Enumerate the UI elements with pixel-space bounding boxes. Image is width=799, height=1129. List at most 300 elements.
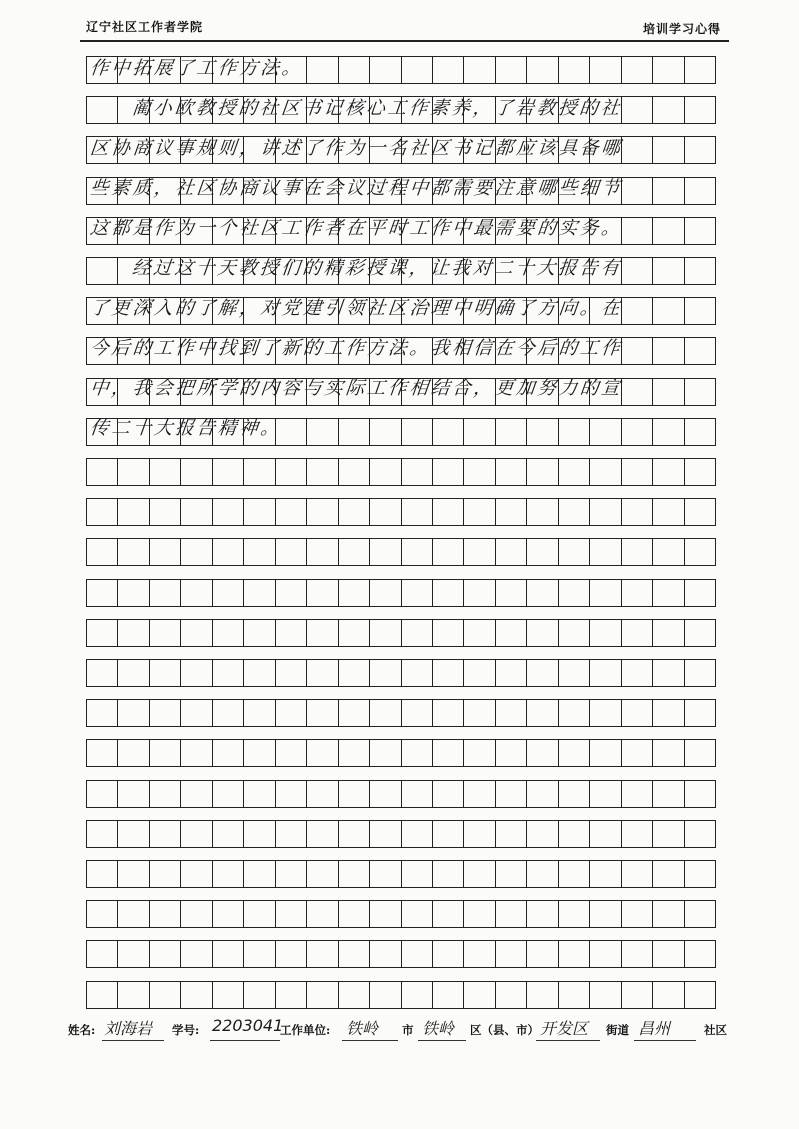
grid-cell [307, 499, 338, 525]
grid-cell [622, 97, 653, 123]
grid-cell [653, 821, 684, 847]
grid-cell [213, 901, 244, 927]
grid-cell [370, 419, 401, 445]
grid-cell [307, 901, 338, 927]
grid-cell [559, 499, 590, 525]
grid-cell [622, 338, 653, 364]
grid-cell [464, 499, 495, 525]
community-label: 社区 [704, 1023, 727, 1037]
grid-cell [181, 539, 212, 565]
grid-cell [496, 660, 527, 686]
grid-cell [685, 539, 716, 565]
grid-cell [244, 901, 275, 927]
grid-cell [590, 660, 621, 686]
grid-cell [213, 781, 244, 807]
header-rule [80, 40, 729, 42]
grid-row [86, 940, 716, 968]
grid-cell [433, 57, 464, 83]
grid-cell [685, 781, 716, 807]
grid-row [86, 900, 716, 928]
grid-cell [244, 821, 275, 847]
grid-cell [685, 419, 716, 445]
grid-cell [307, 459, 338, 485]
text-line: 今后的工作中找到了新的工作方法。我相信在今后的工作 [88, 338, 624, 359]
grid-cell [86, 620, 118, 646]
grid-cell [559, 620, 590, 646]
grid-cell [307, 419, 338, 445]
grid-cell [464, 982, 495, 1008]
grid-cell [244, 982, 275, 1008]
grid-cell [685, 861, 716, 887]
grid-cell [150, 499, 181, 525]
grid-cell [496, 740, 527, 766]
grid-cell [559, 821, 590, 847]
grid-cell [527, 700, 558, 726]
grid-cell [150, 620, 181, 646]
grid-cell [622, 660, 653, 686]
grid-cell [244, 580, 275, 606]
grid-cell [150, 660, 181, 686]
grid-cell [339, 982, 370, 1008]
grid-cell [559, 539, 590, 565]
text-line: 传二十大报告精神。 [88, 418, 283, 439]
grid-cell [622, 982, 653, 1008]
grid-cell [370, 740, 401, 766]
grid-cell [433, 419, 464, 445]
grid-cell [244, 539, 275, 565]
grid-cell [370, 539, 401, 565]
grid-cell [213, 499, 244, 525]
grid-cell [590, 861, 621, 887]
grid-cell [653, 660, 684, 686]
grid-cell [339, 499, 370, 525]
grid-cell [653, 700, 684, 726]
grid-cell [496, 901, 527, 927]
grid-cell [370, 982, 401, 1008]
grid-cell [307, 740, 338, 766]
grid-cell [150, 459, 181, 485]
grid-cell [590, 781, 621, 807]
grid-cell [653, 338, 684, 364]
grid-cell [527, 57, 558, 83]
grid-cell [433, 821, 464, 847]
grid-cell [370, 781, 401, 807]
grid-cell [464, 781, 495, 807]
grid-cell [150, 700, 181, 726]
grid-cell [685, 258, 716, 284]
street-value: 开发区 [540, 1019, 589, 1038]
grid-cell [590, 57, 621, 83]
grid-cell [685, 338, 716, 364]
grid-cell [685, 982, 716, 1008]
grid-cell [118, 901, 149, 927]
grid-cell [433, 499, 464, 525]
grid-row [86, 820, 716, 848]
grid-cell [527, 580, 558, 606]
grid-cell [402, 620, 433, 646]
grid-row [86, 619, 716, 647]
grid-cell [118, 941, 149, 967]
grid-cell [244, 941, 275, 967]
grid-cell [339, 419, 370, 445]
grid-cell [402, 982, 433, 1008]
grid-cell [118, 459, 149, 485]
grid-cell [590, 539, 621, 565]
grid-cell [86, 861, 118, 887]
grid-cell [685, 941, 716, 967]
grid-cell [685, 821, 716, 847]
grid-cell [496, 539, 527, 565]
grid-cell [559, 781, 590, 807]
header-form-title: 培训学习心得 [642, 22, 721, 36]
grid-cell [590, 982, 621, 1008]
grid-cell [276, 861, 307, 887]
grid-cell [339, 901, 370, 927]
grid-cell [433, 539, 464, 565]
text-line: 经过这十天教授们的精彩授课，让我对二十大报告有 [130, 258, 624, 279]
grid-cell [527, 941, 558, 967]
grid-cell [213, 821, 244, 847]
grid-cell [150, 901, 181, 927]
grid-cell [86, 700, 118, 726]
community-value: 昌州 [638, 1019, 671, 1038]
grid-cell [118, 620, 149, 646]
grid-cell [181, 499, 212, 525]
grid-cell [307, 941, 338, 967]
grid-cell [527, 901, 558, 927]
grid-cell [307, 781, 338, 807]
grid-cell [307, 620, 338, 646]
grid-cell [433, 660, 464, 686]
grid-cell [244, 459, 275, 485]
grid-cell [685, 459, 716, 485]
grid-cell [464, 57, 495, 83]
grid-cell [527, 660, 558, 686]
grid-cell [685, 298, 716, 324]
text-line: 作中拓展了工作方法。 [88, 58, 305, 79]
grid-cell [339, 57, 370, 83]
grid-cell [86, 459, 118, 485]
grid-cell [559, 459, 590, 485]
grid-row [86, 538, 716, 566]
grid-cell [527, 861, 558, 887]
grid-cell [464, 419, 495, 445]
grid-cell [653, 258, 684, 284]
grid-cell [276, 620, 307, 646]
grid-cell [433, 901, 464, 927]
grid-cell [86, 539, 118, 565]
grid-cell [559, 861, 590, 887]
grid-cell [433, 861, 464, 887]
grid-cell [622, 218, 653, 244]
grid-cell [622, 57, 653, 83]
grid-cell [464, 459, 495, 485]
grid-cell [276, 901, 307, 927]
grid-cell [622, 580, 653, 606]
grid-cell [653, 57, 684, 83]
grid-cell [590, 700, 621, 726]
grid-cell [527, 740, 558, 766]
grid-cell [653, 740, 684, 766]
grid-cell [590, 459, 621, 485]
grid-cell [622, 178, 653, 204]
grid-cell [559, 660, 590, 686]
grid-cell [653, 459, 684, 485]
grid-cell [433, 620, 464, 646]
grid-cell [181, 941, 212, 967]
grid-cell [433, 580, 464, 606]
grid-cell [590, 620, 621, 646]
grid-cell [653, 178, 684, 204]
grid-cell [118, 982, 149, 1008]
grid-cell [464, 740, 495, 766]
grid-cell [276, 982, 307, 1008]
grid-cell [433, 700, 464, 726]
grid-cell [244, 861, 275, 887]
grid-cell [433, 941, 464, 967]
grid-cell [244, 781, 275, 807]
grid-cell [402, 821, 433, 847]
grid-cell [402, 539, 433, 565]
grid-cell [653, 620, 684, 646]
unit-label: 工作单位: [280, 1023, 331, 1037]
grid-cell [685, 379, 716, 405]
grid-cell [86, 499, 118, 525]
grid-cell [244, 499, 275, 525]
grid-cell [622, 539, 653, 565]
grid-cell [118, 580, 149, 606]
grid-cell [527, 539, 558, 565]
grid-cell [402, 499, 433, 525]
grid-cell [685, 740, 716, 766]
grid-cell [622, 700, 653, 726]
grid-cell [653, 419, 684, 445]
grid-cell [464, 941, 495, 967]
text-line: 区协商议事规则，讲述了作为一名社区书记都应该具备哪 [88, 138, 624, 159]
grid-cell [653, 97, 684, 123]
grid-cell [559, 901, 590, 927]
grid-cell [181, 580, 212, 606]
grid-cell [433, 459, 464, 485]
grid-cell [622, 781, 653, 807]
grid-cell [276, 539, 307, 565]
grid-cell [150, 740, 181, 766]
grid-cell [464, 539, 495, 565]
grid-cell [527, 459, 558, 485]
grid-cell [496, 821, 527, 847]
grid-cell [339, 620, 370, 646]
grid-row [86, 579, 716, 607]
grid-cell [339, 660, 370, 686]
grid-cell [244, 700, 275, 726]
grid-cell [150, 580, 181, 606]
text-line: 些素质，社区协商议事在会议过程中都需要注意哪些细节 [88, 178, 624, 199]
name-label: 姓名: [68, 1023, 96, 1037]
grid-cell [181, 982, 212, 1008]
grid-cell [86, 660, 118, 686]
grid-cell [402, 740, 433, 766]
grid-row [86, 458, 716, 486]
grid-cell [339, 700, 370, 726]
text-line: 这都是作为一个社区工作者在平时工作中最需要的实务。 [88, 218, 624, 239]
city-label: 市 [402, 1023, 414, 1037]
grid-cell [244, 740, 275, 766]
grid-cell [118, 539, 149, 565]
grid-cell [622, 258, 653, 284]
grid-cell [402, 660, 433, 686]
grid-cell [685, 137, 716, 163]
grid-cell [370, 459, 401, 485]
grid-cell [653, 298, 684, 324]
grid-cell [181, 660, 212, 686]
grid-cell [622, 620, 653, 646]
grid-cell [559, 982, 590, 1008]
grid-cell [527, 982, 558, 1008]
grid-cell [181, 740, 212, 766]
grid-cell [496, 580, 527, 606]
grid-cell [685, 620, 716, 646]
grid-cell [496, 781, 527, 807]
grid-cell [276, 941, 307, 967]
grid-cell [370, 499, 401, 525]
grid-cell [86, 982, 118, 1008]
grid-cell [370, 57, 401, 83]
grid-cell [622, 861, 653, 887]
grid-cell [653, 982, 684, 1008]
grid-cell [276, 700, 307, 726]
grid-cell [339, 740, 370, 766]
grid-cell [622, 821, 653, 847]
grid-cell [86, 740, 118, 766]
grid-cell [559, 941, 590, 967]
grid-cell [370, 821, 401, 847]
grid-cell [118, 499, 149, 525]
grid-cell [181, 781, 212, 807]
grid-cell [527, 419, 558, 445]
grid-cell [622, 298, 653, 324]
grid-cell [653, 861, 684, 887]
grid-cell [622, 419, 653, 445]
grid-cell [496, 57, 527, 83]
grid-cell [339, 781, 370, 807]
grid-cell [590, 419, 621, 445]
grid-row [86, 739, 716, 767]
grid-cell [622, 459, 653, 485]
grid-cell [464, 660, 495, 686]
grid-cell [86, 781, 118, 807]
grid-cell [527, 499, 558, 525]
grid-cell [464, 620, 495, 646]
grid-cell [402, 57, 433, 83]
grid-row [86, 981, 716, 1009]
grid-cell [590, 580, 621, 606]
grid-cell [622, 379, 653, 405]
grid-cell [653, 218, 684, 244]
grid-cell [307, 580, 338, 606]
grid-cell [339, 539, 370, 565]
grid-cell [181, 620, 212, 646]
grid-cell [307, 821, 338, 847]
grid-cell [339, 459, 370, 485]
grid-cell [402, 580, 433, 606]
grid-cell [370, 901, 401, 927]
city-value: 铁岭 [346, 1019, 379, 1038]
district-label: 区（县、市） [470, 1023, 539, 1037]
grid-cell [527, 781, 558, 807]
grid-cell [339, 861, 370, 887]
grid-cell [181, 821, 212, 847]
grid-cell [464, 700, 495, 726]
district-value: 铁岭 [422, 1019, 455, 1038]
grid-cell [653, 781, 684, 807]
grid-cell [496, 941, 527, 967]
grid-cell [118, 861, 149, 887]
grid-cell [213, 861, 244, 887]
grid-cell [559, 580, 590, 606]
grid-cell [653, 539, 684, 565]
grid-cell [590, 901, 621, 927]
grid-cell [118, 821, 149, 847]
grid-cell [118, 740, 149, 766]
grid-cell [244, 620, 275, 646]
grid-cell [559, 740, 590, 766]
grid-cell [685, 57, 716, 83]
grid-cell [496, 620, 527, 646]
grid-cell [464, 580, 495, 606]
grid-cell [339, 941, 370, 967]
grid-cell [181, 901, 212, 927]
grid-row [86, 498, 716, 526]
grid-cell [150, 539, 181, 565]
header-institution: 辽宁社区工作者学院 [86, 20, 204, 34]
grid-cell [276, 781, 307, 807]
text-line: 中，我会把所学的内容与实际工作相结合，更加努力的宣 [88, 378, 624, 399]
grid-cell [402, 901, 433, 927]
grid-cell [496, 700, 527, 726]
grid-cell [653, 580, 684, 606]
grid-cell [402, 419, 433, 445]
grid-cell [433, 781, 464, 807]
grid-cell [86, 580, 118, 606]
grid-cell [86, 901, 118, 927]
grid-cell [181, 861, 212, 887]
grid-cell [213, 700, 244, 726]
grid-cell [370, 660, 401, 686]
grid-cell [433, 982, 464, 1008]
grid-cell [622, 901, 653, 927]
grid-cell [150, 781, 181, 807]
grid-cell [653, 941, 684, 967]
grid-cell [213, 620, 244, 646]
grid-cell [181, 459, 212, 485]
grid-row [86, 860, 716, 888]
grid-cell [559, 419, 590, 445]
grid-cell [213, 580, 244, 606]
grid-row [86, 780, 716, 808]
grid-cell [559, 57, 590, 83]
grid-cell [213, 539, 244, 565]
grid-cell [307, 861, 338, 887]
street-label: 街道 [606, 1023, 629, 1037]
grid-cell [685, 499, 716, 525]
grid-cell [86, 97, 118, 123]
grid-cell [559, 700, 590, 726]
grid-cell [213, 660, 244, 686]
grid-cell [685, 580, 716, 606]
text-line: 了更深入的了解，对党建引领社区治理中明确了方向。在 [88, 298, 624, 319]
grid-cell [370, 620, 401, 646]
grid-cell [590, 740, 621, 766]
